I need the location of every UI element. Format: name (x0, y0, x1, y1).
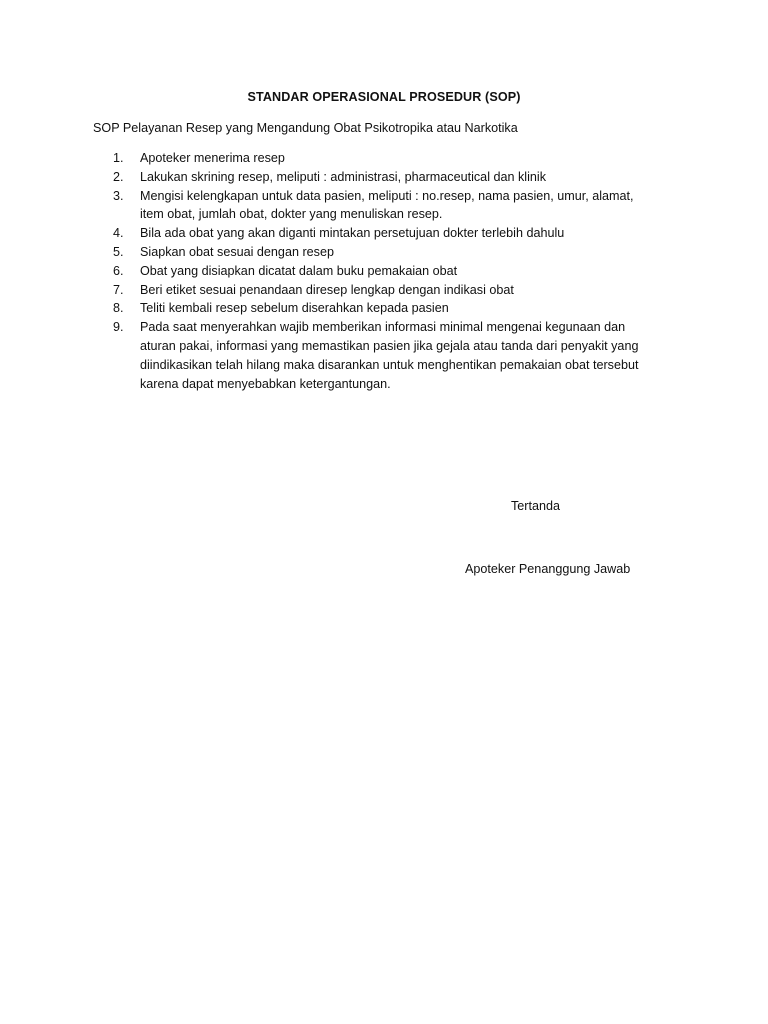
step-number: 7. (113, 282, 124, 297)
document-title: STANDAR OPERASIONAL PROSEDUR (SOP) (247, 90, 521, 104)
step-text: Pada saat menyerahkan wajib memberikan informasi minimal mengenai kegunaan dan aturan pakai, informasi yang memastikan pasien jika gejala atau tanda dari penyakit yang diindikasikan telah hilang maka disarankan untuk menghentikan pemakaian obat tersebut karena dapat menyebabkan ketergantungan. (140, 320, 639, 391)
sop-step (100, 187, 660, 225)
sop-step (100, 149, 660, 168)
step-text: Teliti kembali resep sebelum diserahkan kepada pasien (140, 301, 449, 316)
step-text: Apoteker menerima resep (140, 151, 285, 165)
signature-greeting: Tertanda (511, 499, 561, 513)
step-number: 4. (113, 226, 124, 241)
document-subtitle: SOP Pelayanan Resep yang Mengandung Obat Psikotropika atau Narkotika (93, 121, 518, 135)
sop-step (100, 224, 660, 243)
step-number: 1. (113, 151, 124, 165)
step-number: 8. (113, 301, 124, 316)
sop-step-list (100, 149, 660, 393)
step-number: 2. (113, 169, 124, 184)
step-text: Beri etiket sesuai penandaan diresep lengkap dengan indikasi obat (140, 282, 514, 297)
signature-role: Apoteker Penanggung Jawab (465, 562, 631, 576)
step-text: Siapkan obat sesuai dengan resep (140, 244, 334, 259)
step-text: Lakukan skrining resep, meliputi : administrasi, pharmaceutical dan klinik (140, 169, 546, 184)
sop-step (100, 281, 660, 300)
step-text: Bila ada obat yang akan diganti mintakan persetujuan dokter terlebih dahulu (140, 226, 565, 241)
sop-step (100, 318, 660, 393)
step-number: 9. (113, 320, 124, 335)
sop-step (100, 262, 660, 281)
step-text: Mengisi kelengkapan untuk data pasien, meliputi : no.resep, nama pasien, umur, alamat, item obat, jumlah obat, dokter yang menuliskan resep. (140, 188, 634, 222)
step-number: 5. (113, 244, 124, 259)
sop-step (100, 168, 660, 187)
step-number: 3. (113, 188, 124, 203)
sop-step (100, 243, 660, 262)
step-text: Obat yang disiapkan dicatat dalam buku pemakaian obat (140, 263, 458, 278)
sop-step (100, 299, 660, 318)
step-number: 6. (113, 263, 124, 278)
